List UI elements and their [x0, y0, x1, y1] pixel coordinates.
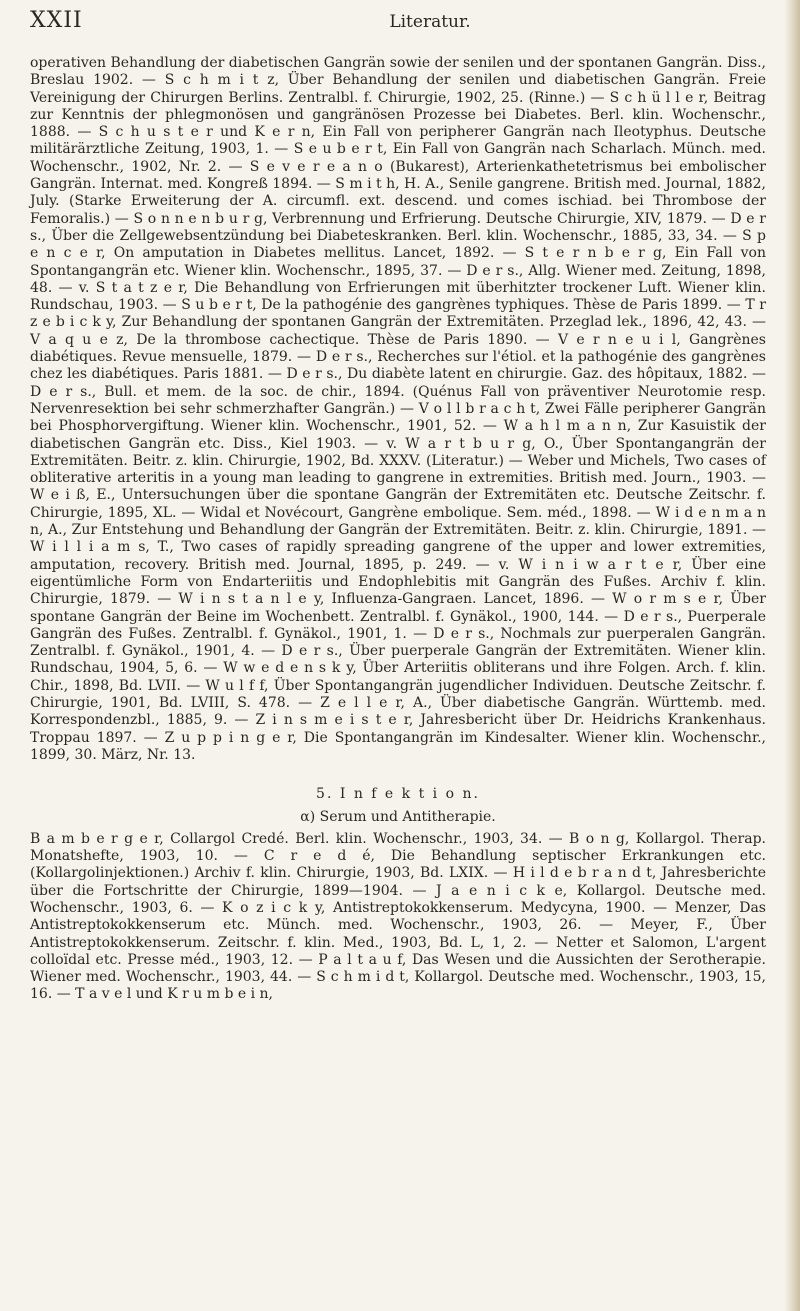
section-heading: 5. I n f e k t i o n.	[316, 786, 480, 803]
bibliography-paragraph-serum: B a m b e r g e r, Collargol Credé. Berl. klin. Wochenschr., 1903, 34. — B o n g, Kollargol. Therap. Monatshefte, 1903, 10. — C r e d é, Die Behandlung septischer Erkrankungen etc. (Kollargolinjektionen.) Archiv f. klin. Chirurgie, 1903, Bd. LXIX. — H i l d e b r a n d t, Jahresberichte über die Fortschritte der Chirurgie, 1899—1904. — J a e n i c k e, Kollargol. Deutsche med. Wochenschr., 1903, 6. — K o z i c k y, Antistreptokokkenserum. Medycyna, 1900. — Menzer, Das Antistreptokokkenserum etc. Münch. med. Wochenschr., 1903, 26. — Meyer, F., Über Antistreptokokkenserum. Zeitschr. f. klin. Med., 1903, Bd. L, 1, 2. — Netter et Salomon, L'argent colloïdal etc. Presse méd., 1903, 12. — P a l t a u f, Das Wesen und die Aussichten der Serotherapie. Wiener med. Wochenschr., 1903, 44. — S c h m i d t, Kollargol. Deutsche med. Wochenschr., 1903, 15, 16. — T a v e l und K r u m b e i n,	[30, 830, 766, 1003]
page-header	[30, 8, 770, 38]
running-title: Literatur.	[389, 12, 471, 32]
bibliography-paragraph-gangrene: operativen Behandlung der diabetischen Gangrän sowie der senilen und der spontanen Gangrän. Diss., Breslau 1902. — S c h m i t z, Über Behandlung der senilen und diabetischen Gangrän. Freie Vereinigung der Chirurgen Berlins. Zentralbl. f. Chirurgie, 1902, 25. (Rinne.) — S c h ü l l e r, Beitrag zur Kenntnis der phlegmonösen und gangränösen Prozesse bei Diabetes. Berl. klin. Wochenschr., 1888. — S c h u s t e r und K e r n, Ein Fall von peripherer Gangrän nach Ileotyphus. Deutsche militärärztliche Zeitung, 1903, 1. — S e u b e r t, Ein Fall von Gangrän nach Scharlach. Münch. med. Wochenschr., 1902, Nr. 2. — S e v e r e a n o (Bukarest), Arterienkathetetrismus bei embolischer Gangrän. Internat. med. Kongreß 1894. — S m i t h, H. A., Senile gangrene. British med. Journal, 1882, July. (Starke Erweiterung der A. circumfl. ext. descend. und comes ischiad. bei Thrombose der Femoralis.) — S o n n e n b u r g, Verbrennung und Erfrierung. Deutsche Chirurgie, XIV, 1879. — D e r s., Über die Zellgewebsentzündung bei Diabeteskranken. Berl. klin. Wochenschr., 1885, 33, 34. — S p e n c e r, On amputation in Diabetes mellitus. Lancet, 1892. — S t e r n b e r g, Ein Fall von Spontangangrän etc. Wiener klin. Wochenschr., 1895, 37. — D e r s., Allg. Wiener med. Zeitung, 1898, 48. — v. S t a t z e r, Die Behandlung von Erfrierungen mit überhitzter trockener Luft. Wiener klin. Rundschau, 1903. — S u b e r t, De la pathogénie des gangrènes typhiques. Thèse de Paris 1899. — T r z e b i c k y, Zur Behandlung der spontanen Gangrän der Extremitäten. Przeglad lek., 1896, 42, 43. — V a q u e z, De la thrombose cachectique. Thèse de Paris 1890. — V e r n e u i l, Gangrènes diabétiques. Revue mensuelle, 1879. — D e r s., Recherches sur l'étiol. et la pathogénie des gangrènes chez les diabétiques. Paris 1881. — D e r s., Du diabète latent en chirurgie. Gaz. des hôpitaux, 1882. — D e r s., Bull. et mem. de la soc. de chir., 1894. (Quénus Fall von präventiver Neurotomie resp. Nervenresektion bei sehr schmerzhafter Gangrän.) — V o l l b r a c h t, Zwei Fälle peripherer Gangrän bei Phosphorvergiftung. Wiener klin. Wochenschr., 1901, 52. — W a h l m a n n, Zur Kasuistik der diabetischen Gangrän etc. Diss., Kiel 1903. — v. W a r t b u r g, O., Über Spontangangrän der Extremitäten. Beitr. z. klin. Chirurgie, 1902, Bd. XXXV. (Literatur.) — Weber und Michels, Two cases of obliterative arteritis in a young man leading to gangrene in extremities. British med. Journ., 1903. — W e i ß, E., Untersuchungen über die spontane Gangrän der Extremitäten etc. Deutsche Zeitschr. f. Chirurgie, 1895, XL. — Widal et Novécourt, Gangrène embolique. Sem. méd., 1898. — W i d e n m a n n, A., Zur Entstehung und Behandlung der Gangrän der Extremitäten. Beitr. z. klin. Chirurgie, 1891. — W i l l i a m s, T., Two cases of rapidly spreading gangrene of the upper and lower extremities, amputation, recovery. British med. Journal, 1895, p. 249. — v. W i n i w a r t e r, Über eine eigentümliche Form von Endarteriitis und Endophlebitis mit Gangrän des Fußes. Archiv f. klin. Chirurgie, 1879. — W i n s t a n l e y, Influenza-Gangraen. Lancet, 1896. — W o r m s e r, Über spontane Gangrän der Beine im Wochenbett. Zentralbl. f. Gynäkol., 1900, 144. — D e r s., Puerperale Gangrän des Fußes. Zentralbl. f. Gynäkol., 1901, 1. — D e r s., Nochmals zur puerperalen Gangrän. Zentralbl. f. Gynäkol., 1901, 4. — D e r s., Über puerperale Gangrän der Extremitäten. Wiener klin. Rundschau, 1904, 5, 6. — W w e d e n s k y, Über Arteriitis obliterans und ihre Folgen. Arch. f. klin. Chir., 1898, Bd. LVII. — W u l f f, Über Spontangangrän jugendlicher Individuen. Deutsche Zeitschr. f. Chirurgie, 1901, Bd. LVIII, S. 478. — Z e l l e r, A., Über diabetische Gangrän. Württemb. med. Korrespondenzbl., 1885, 9. — Z i n s m e i s t e r, Jahresbericht über Dr. Heidrichs Krankenhaus. Troppau 1897. — Z u p p i n g e r, Die Spontangangrän im Kindesalter. Wiener klin. Wochenschr., 1899, 30. März, Nr. 13.	[30, 55, 766, 763]
page-edge-shadow	[784, 0, 800, 1311]
subsection-heading: α) Serum und Antitherapie.	[300, 809, 496, 826]
page-number: XXII	[30, 8, 83, 33]
page-body	[30, 55, 766, 1004]
